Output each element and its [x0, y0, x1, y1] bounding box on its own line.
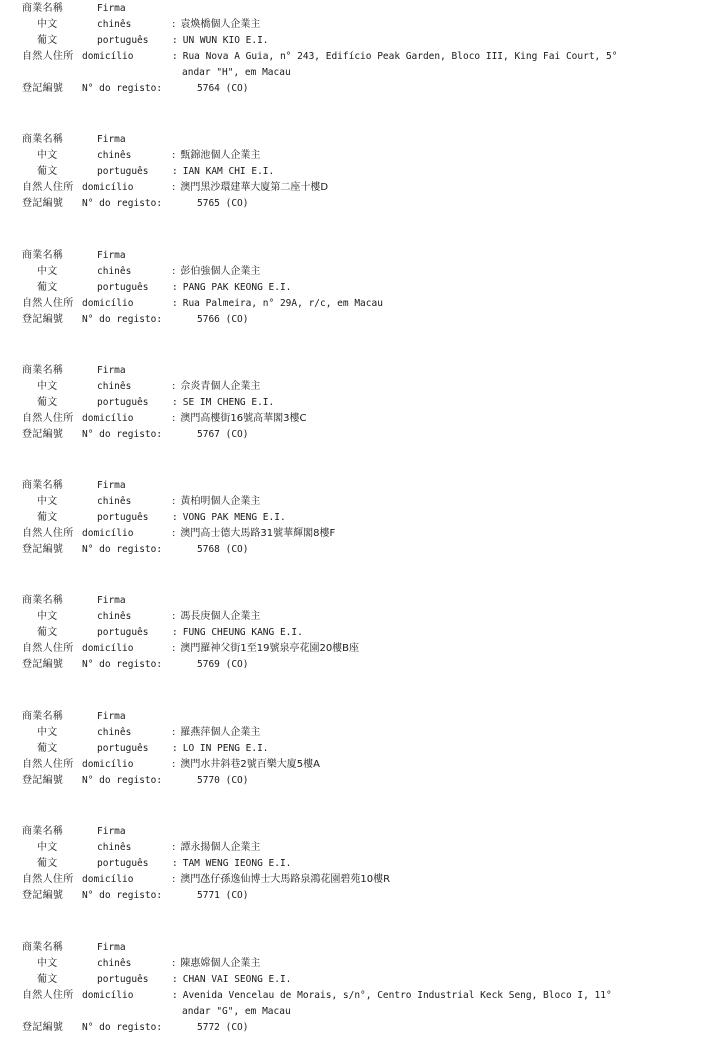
registry-label-zh: 登記編號 — [22, 1022, 64, 1033]
portuguese-label-zh: 葡文 — [37, 974, 58, 985]
firm-label-pt: Firma — [97, 134, 126, 145]
domicile-label-pt: domicílio — [82, 874, 134, 885]
chinese-name-text: 黃柏明個人企業主 — [180, 496, 261, 507]
colon: : — [172, 528, 176, 539]
domicile-label-pt: domicílio — [82, 643, 134, 654]
colon: : — [172, 397, 178, 408]
domicile-value — [172, 642, 359, 656]
portuguese-name-value — [172, 626, 303, 640]
domicile-value — [172, 989, 612, 1003]
portuguese-name-text: PANG PAK KEONG E.I. — [182, 282, 292, 293]
colon: : — [172, 974, 178, 985]
domicile-line-1: 澳門氹仔孫逸仙博士大馬路泉鴻花園碧苑10樓R — [180, 874, 391, 885]
portuguese-label-pt: português — [97, 166, 149, 177]
colon: : — [172, 874, 176, 885]
colon: : — [172, 182, 176, 193]
chinese-label-zh: 中文 — [37, 19, 58, 30]
portuguese-label-zh: 葡文 — [37, 35, 58, 46]
chinese-label-zh: 中文 — [37, 496, 58, 507]
portuguese-label-pt: português — [97, 35, 149, 46]
portuguese-label-zh: 葡文 — [37, 743, 58, 754]
firm-label-pt: Firma — [97, 942, 126, 953]
registry-label-pt: N° do registo: — [82, 659, 163, 670]
portuguese-name-text: TAM WENG IEONG E.I. — [182, 858, 292, 869]
chinese-name-value — [172, 380, 260, 394]
portuguese-name-text: VONG PAK MENG E.I. — [182, 512, 286, 523]
colon: : — [172, 150, 176, 161]
portuguese-label-pt: português — [97, 974, 149, 985]
portuguese-label-pt: português — [97, 858, 149, 869]
registry-number: 5769 (CO) — [197, 659, 249, 670]
firm-label-pt: Firma — [97, 595, 126, 606]
registry-label-pt: N° do registo: — [82, 775, 163, 786]
portuguese-label-zh: 葡文 — [37, 627, 58, 638]
portuguese-name-text: FUNG CHEUNG KANG E.I. — [182, 627, 303, 638]
portuguese-name-text: UN WUN KIO E.I. — [182, 35, 269, 46]
portuguese-name-value — [172, 511, 286, 525]
domicile-value — [172, 527, 335, 541]
registry-number: 5764 (CO) — [197, 83, 249, 94]
domicile-value — [172, 50, 617, 64]
registry-number: 5772 (CO) — [197, 1022, 249, 1033]
chinese-name-text: 羅燕萍個人企業主 — [180, 727, 261, 738]
chinese-name-text: 甄錦池個人企業主 — [180, 150, 261, 161]
domicile-label-zh: 自然人住所 — [22, 182, 74, 193]
chinese-name-value — [172, 726, 260, 740]
registry-label-zh: 登記編號 — [22, 198, 64, 209]
firm-label-zh: 商業名稱 — [22, 711, 64, 722]
registry-label-zh: 登記編號 — [22, 314, 64, 325]
registry-label-zh: 登記編號 — [22, 83, 64, 94]
firm-label-pt: Firma — [97, 480, 126, 491]
portuguese-label-zh: 葡文 — [37, 166, 58, 177]
domicile-line-1: Avenida Vencelau de Morais, s/n°, Centro Industrial Keck Seng, Bloco I, 11° — [182, 990, 612, 1001]
portuguese-name-value — [172, 973, 291, 987]
portuguese-name-value — [172, 396, 274, 410]
registry-label-zh: 登記編號 — [22, 429, 64, 440]
registry-label-pt: N° do registo: — [82, 314, 163, 325]
domicile-label-zh: 自然人住所 — [22, 759, 74, 770]
firm-label-zh: 商業名稱 — [22, 134, 64, 145]
firm-label-zh: 商業名稱 — [22, 826, 64, 837]
colon: : — [172, 627, 178, 638]
colon: : — [172, 282, 178, 293]
domicile-label-zh: 自然人住所 — [22, 298, 74, 309]
colon: : — [172, 496, 176, 507]
domicile-label-pt: domicílio — [82, 528, 134, 539]
portuguese-label-pt: português — [97, 743, 149, 754]
chinese-label-zh: 中文 — [37, 958, 58, 969]
chinese-name-value — [172, 265, 260, 279]
portuguese-name-text: CHAN VAI SEONG E.I. — [182, 974, 292, 985]
domicile-value — [172, 873, 390, 887]
chinese-name-text: 馮長庚個人企業主 — [180, 611, 261, 622]
chinese-label-zh: 中文 — [37, 727, 58, 738]
portuguese-name-value — [172, 165, 274, 179]
firm-label-pt: Firma — [97, 250, 126, 261]
registry-number: 5765 (CO) — [197, 198, 249, 209]
registry-label-pt: N° do registo: — [82, 1022, 163, 1033]
portuguese-name-value — [172, 742, 269, 756]
portuguese-name-text: IAN KAM CHI E.I. — [182, 166, 275, 177]
colon: : — [172, 611, 176, 622]
chinese-name-value — [172, 149, 260, 163]
domicile-label-zh: 自然人住所 — [22, 413, 74, 424]
chinese-label-pt: chinês — [97, 842, 132, 853]
firm-label-pt: Firma — [97, 365, 126, 376]
firm-label-pt: Firma — [97, 711, 126, 722]
colon: : — [172, 727, 176, 738]
portuguese-label-zh: 葡文 — [37, 397, 58, 408]
colon: : — [172, 990, 178, 1001]
colon: : — [172, 643, 176, 654]
portuguese-label-pt: português — [97, 512, 149, 523]
colon: : — [172, 266, 176, 277]
registry-label-pt: N° do registo: — [82, 544, 163, 555]
colon: : — [172, 35, 178, 46]
chinese-label-zh: 中文 — [37, 150, 58, 161]
registry-label-pt: N° do registo: — [82, 198, 163, 209]
registry-label-pt: N° do registo: — [82, 890, 163, 901]
registry-number: 5766 (CO) — [197, 314, 249, 325]
domicile-line-2: andar "G", em Macau — [182, 1006, 291, 1017]
domicile-label-pt: domicílio — [82, 182, 134, 193]
colon: : — [172, 381, 176, 392]
chinese-label-pt: chinês — [97, 496, 132, 507]
chinese-label-pt: chinês — [97, 727, 132, 738]
chinese-label-zh: 中文 — [37, 381, 58, 392]
domicile-label-zh: 自然人住所 — [22, 643, 74, 654]
chinese-label-pt: chinês — [97, 19, 132, 30]
colon: : — [172, 413, 176, 424]
domicile-line-1: 澳門高樓街16號高華閣3樓C — [180, 413, 307, 424]
chinese-name-value — [172, 18, 260, 32]
chinese-label-zh: 中文 — [37, 842, 58, 853]
domicile-line-1: 澳門黑沙環建華大廈第二座十樓D — [180, 182, 329, 193]
registry-label-zh: 登記編號 — [22, 890, 64, 901]
domicile-label-zh: 自然人住所 — [22, 51, 74, 62]
domicile-line-1: 澳門水井斜巷2號百樂大廈5樓A — [180, 759, 320, 770]
chinese-name-value — [172, 610, 260, 624]
chinese-label-zh: 中文 — [37, 611, 58, 622]
registry-number: 5768 (CO) — [197, 544, 249, 555]
colon: : — [172, 512, 178, 523]
chinese-label-pt: chinês — [97, 266, 132, 277]
domicile-value — [172, 181, 328, 195]
registry-number: 5771 (CO) — [197, 890, 249, 901]
domicile-line-1: 澳門高士德大馬路31號華輝閣8樓F — [180, 528, 336, 539]
registry-label-zh: 登記編號 — [22, 659, 64, 670]
registry-label-pt: N° do registo: — [82, 83, 163, 94]
chinese-name-value — [172, 957, 260, 971]
domicile-label-pt: domicílio — [82, 990, 134, 1001]
domicile-label-pt: domicílio — [82, 413, 134, 424]
colon: : — [172, 759, 176, 770]
chinese-name-text: 譚永揚個人企業主 — [180, 842, 261, 853]
registry-number: 5770 (CO) — [197, 775, 249, 786]
registry-label-pt: N° do registo: — [82, 429, 163, 440]
portuguese-label-pt: português — [97, 397, 149, 408]
chinese-label-pt: chinês — [97, 381, 132, 392]
chinese-label-pt: chinês — [97, 150, 132, 161]
domicile-line-1: Rua Nova A Guia, n° 243, Edifício Peak Garden, Bloco III, King Fai Court, 5° — [182, 51, 618, 62]
colon: : — [172, 51, 178, 62]
firm-label-zh: 商業名稱 — [22, 3, 64, 14]
portuguese-label-pt: português — [97, 627, 149, 638]
colon: : — [172, 858, 178, 869]
portuguese-label-pt: português — [97, 282, 149, 293]
domicile-value — [172, 297, 383, 311]
chinese-name-text: 陳惠嫦個人企業主 — [180, 958, 261, 969]
domicile-value — [172, 412, 306, 426]
domicile-label-zh: 自然人住所 — [22, 528, 74, 539]
portuguese-name-value — [172, 857, 291, 871]
colon: : — [172, 958, 176, 969]
colon: : — [172, 842, 176, 853]
domicile-label-pt: domicílio — [82, 298, 134, 309]
chinese-name-value — [172, 841, 260, 855]
portuguese-label-zh: 葡文 — [37, 858, 58, 869]
chinese-name-text: 袁煥橋個人企業主 — [180, 19, 261, 30]
portuguese-label-zh: 葡文 — [37, 282, 58, 293]
firm-label-zh: 商業名稱 — [22, 250, 64, 261]
domicile-line-1: 澳門羅神父街1至19號泉亭花園20樓B座 — [180, 643, 360, 654]
colon: : — [172, 298, 178, 309]
chinese-label-pt: chinês — [97, 611, 132, 622]
colon: : — [172, 166, 178, 177]
chinese-name-value — [172, 495, 260, 509]
domicile-label-pt: domicílio — [82, 51, 134, 62]
domicile-value — [172, 758, 320, 772]
firm-label-pt: Firma — [97, 826, 126, 837]
domicile-line-2: andar "H", em Macau — [182, 67, 291, 78]
colon: : — [172, 19, 176, 30]
firm-label-zh: 商業名稱 — [22, 942, 64, 953]
chinese-label-zh: 中文 — [37, 266, 58, 277]
registry-number: 5767 (CO) — [197, 429, 249, 440]
domicile-label-zh: 自然人住所 — [22, 990, 74, 1001]
chinese-label-pt: chinês — [97, 958, 132, 969]
colon: : — [172, 743, 178, 754]
domicile-label-zh: 自然人住所 — [22, 874, 74, 885]
registry-label-zh: 登記編號 — [22, 775, 64, 786]
chinese-name-text: 佘炎青個人企業主 — [180, 381, 261, 392]
firm-label-pt: Firma — [97, 3, 126, 14]
chinese-name-text: 彭伯強個人企業主 — [180, 266, 261, 277]
domicile-line-1: Rua Palmeira, n° 29A, r/c, em Macau — [182, 298, 383, 309]
firm-label-zh: 商業名稱 — [22, 595, 64, 606]
firm-label-zh: 商業名稱 — [22, 365, 64, 376]
portuguese-name-value — [172, 281, 291, 295]
portuguese-label-zh: 葡文 — [37, 512, 58, 523]
portuguese-name-text: LO IN PENG E.I. — [182, 743, 269, 754]
domicile-label-pt: domicílio — [82, 759, 134, 770]
firm-label-zh: 商業名稱 — [22, 480, 64, 491]
registry-label-zh: 登記編號 — [22, 544, 64, 555]
portuguese-name-value — [172, 34, 269, 48]
portuguese-name-text: SE IM CHENG E.I. — [182, 397, 275, 408]
